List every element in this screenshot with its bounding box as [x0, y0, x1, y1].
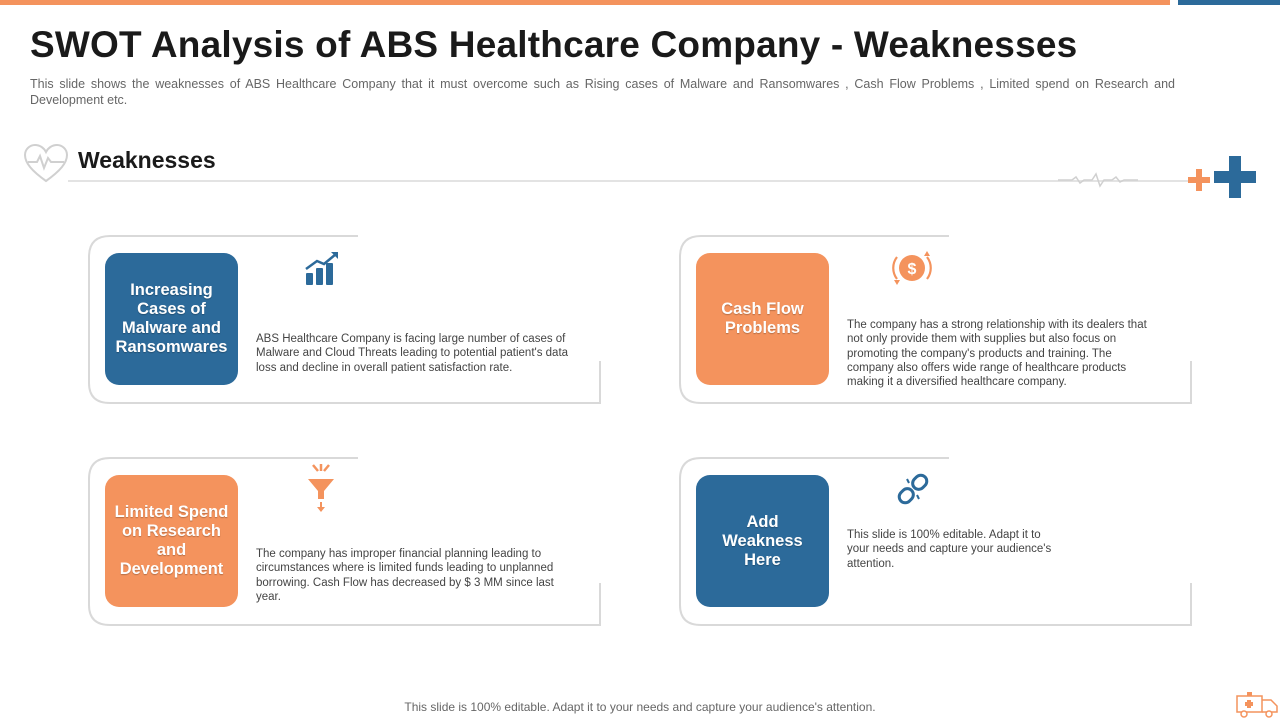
weakness-description[interactable]: ABS Healthcare Company is facing large number of cases of Malware and Cloud Threats leading to potential patient's data loss and decline in overall patient satisfaction rate.: [256, 333, 569, 374]
top-accent-bar-orange: [0, 0, 1170, 5]
pulse-line-icon: [1058, 172, 1138, 188]
ambulance-icon: [1234, 688, 1280, 720]
heart-pulse-icon: [22, 143, 70, 185]
bar-chart-growth-icon: [302, 249, 342, 289]
weakness-card-cash-flow: [679, 235, 1193, 405]
weakness-card-add: [679, 457, 1193, 627]
weakness-description[interactable]: The company has a strong relationship with its dealers that not only provide them with supplies but also focus on promoting the company's products and training. The company also offers wide range of healthcare products making it a diversified healthcare company.: [847, 319, 1147, 389]
weakness-tile[interactable]: Increasing Cases of Malware and Ransomwares: [105, 253, 238, 385]
weakness-card-malware: [88, 235, 602, 405]
medical-cross-large-icon: [1214, 156, 1256, 198]
weakness-tile[interactable]: Limited Spend on Research and Development: [105, 475, 238, 607]
weakness-description[interactable]: The company has improper financial planning leading to circumstances where is limited funds leading to unplanned borrowing. Cash Flow has decreased by $ 3 MM since last year.: [256, 548, 554, 603]
weakness-tile[interactable]: Cash Flow Problems: [696, 253, 829, 385]
broken-link-icon: [893, 469, 933, 509]
slide-subtitle[interactable]: This slide shows the weaknesses of ABS Healthcare Company that it must overcome such as Rising cases of Malware and Ransomwares , Cash Flow Problems , Limited spend on Research and Development etc.: [30, 77, 1175, 107]
section-divider: [68, 180, 1188, 182]
section-title[interactable]: Weaknesses: [78, 147, 216, 173]
slide-title[interactable]: SWOT Analysis of ABS Healthcare Company - Weaknesses: [30, 24, 1078, 65]
weakness-card-research: [88, 457, 602, 627]
dollar-cycle-icon: [889, 247, 935, 289]
medical-cross-small-icon: [1188, 169, 1210, 191]
funnel-icon: [302, 463, 340, 513]
top-accent-bar-blue: [1178, 0, 1280, 5]
weakness-tile[interactable]: Add Weakness Here: [696, 475, 829, 607]
svg-text:$: $: [907, 261, 917, 278]
weakness-description[interactable]: This slide is 100% editable. Adapt it to your needs and capture your audience's attention.: [847, 529, 1052, 570]
footer-note[interactable]: This slide is 100% editable. Adapt it to your needs and capture your audience's attention.: [404, 700, 876, 714]
